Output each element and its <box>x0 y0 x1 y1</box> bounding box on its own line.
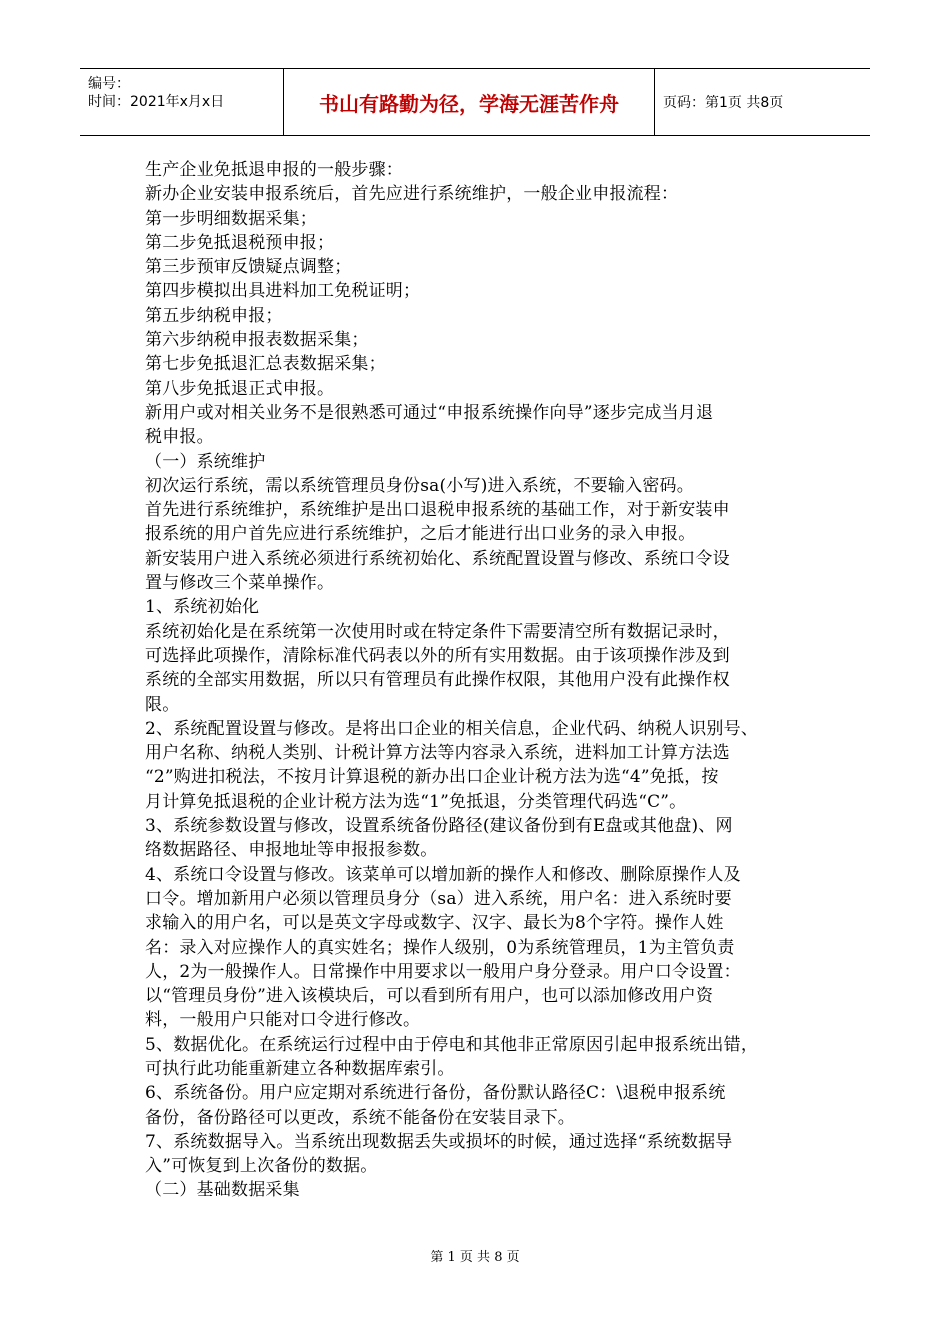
text-line: 新安装用户进入系统必须进行系统初始化、系统配置设置与修改、系统口令设 <box>145 548 730 569</box>
text-line: 置与修改三个菜单操作。 <box>145 573 335 594</box>
text-line: 络数据路径、申报地址等申报报参数。 <box>145 840 438 861</box>
text-line: 新用户或对相关业务不是很熟悉可通过“申报系统操作向导”逐步完成当月退 <box>145 402 714 423</box>
text-line: 报系统的用户首先应进行系统维护，之后才能进行出口业务的录入申报。 <box>145 524 696 545</box>
page-footer: 第 1 页 共 8 页 <box>430 1250 520 1265</box>
text-line: 第四步模拟出具进料加工免税证明； <box>145 281 421 302</box>
text-line: 可选择此项操作，清除标准代码表以外的所有实用数据。由于该项操作涉及到 <box>145 645 730 666</box>
text-line: 税申报。 <box>145 427 214 448</box>
text-line: 3、系统参数设置与修改，设置系统备份路径(建议备份到有E盘或其他盘)、网 <box>145 816 733 837</box>
number-label: 编号： <box>88 76 130 92</box>
text-line: 备份，备份路径可以更改，系统不能备份在安装目录下。 <box>145 1107 575 1128</box>
text-line: 系统的全部实用数据，所以只有管理员有此操作权限，其他用户没有此操作权 <box>145 670 730 691</box>
text-line: 口令。增加新用户必须以管理员身分（sa）进入系统，用户名：进入系统时要 <box>145 888 732 909</box>
text-line: 1、系统初始化 <box>145 597 260 618</box>
text-line: 第六步纳税申报表数据采集； <box>145 330 369 351</box>
text-line: 用户名称、纳税人类别、计税计算方法等内容录入系统，进料加工计算方法选 <box>145 743 730 764</box>
text-line: 入”可恢复到上次备份的数据。 <box>145 1156 378 1177</box>
text-line: （二）基础数据采集 <box>145 1180 300 1201</box>
text-line: 系统初始化是在系统第一次使用时或在特定条件下需要清空所有数据记录时， <box>145 621 730 642</box>
header-page-info: 页码：第1页 共8页 <box>663 95 784 111</box>
header-meta <box>80 69 283 135</box>
text-line: 4、系统口令设置与修改。该菜单可以增加新的操作人和修改、删除原操作人及 <box>145 864 741 885</box>
text-line: 5、数据优化。在系统运行过程中由于停电和其他非正常原因引起申报系统出错， <box>145 1034 759 1055</box>
text-line: 第一步明细数据采集； <box>145 208 317 229</box>
text-line: 第五步纳税申报； <box>145 305 283 326</box>
page-header <box>80 68 870 136</box>
text-line: 月计算免抵退税的企业计税方法为选“1”免抵退，分类管理代码选“C”。 <box>145 791 687 812</box>
text-line: “2”购进扣税法，不按月计算退税的新办出口企业计税方法为选“4”免抵，按 <box>145 767 719 788</box>
text-line: 求输入的用户名，可以是英文字母或数字、汉字、最长为8个字符。操作人姓 <box>145 913 724 934</box>
text-line: 第二步免抵退税预申报； <box>145 232 335 253</box>
text-line: 6、系统备份。用户应定期对系统进行备份，备份默认路径C：\退税申报系统 <box>145 1083 726 1104</box>
text-line: （一）系统维护 <box>145 451 266 472</box>
text-line: 新办企业安装申报系统后，首先应进行系统维护，一般企业申报流程： <box>145 184 679 205</box>
text-line: 第三步预审反馈疑点调整； <box>145 257 352 278</box>
text-line: 初次运行系统，需以系统管理员身份sa(小写)进入系统，不要输入密码。 <box>145 475 694 496</box>
text-line: 可执行此功能重新建立各种数据库索引。 <box>145 1058 455 1079</box>
text-line: 名：录入对应操作人的真实姓名；操作人级别，0为系统管理员，1为主管负责 <box>145 937 735 958</box>
header-motto: 书山有路勤为径，学海无涯苦作舟 <box>283 69 655 135</box>
text-line: 第七步免抵退汇总表数据采集； <box>145 354 386 375</box>
time-label: 时间：2021年x月x日 <box>88 94 225 110</box>
text-line: 以“管理员身份”进入该模块后，可以看到所有用户，也可以添加修改用户资 <box>145 986 714 1007</box>
text-line: 生产企业免抵退申报的一般步骤： <box>145 160 403 180</box>
text-line: 2、系统配置设置与修改。是将出口企业的相关信息，企业代码、纳税人识别号、 <box>145 718 759 739</box>
text-line: 首先进行系统维护，系统维护是出口退税申报系统的基础工作，对于新安装申 <box>145 500 730 521</box>
document-body <box>145 158 825 1203</box>
text-line: 第八步免抵退正式申报。 <box>145 378 335 399</box>
text-line: 限。 <box>145 694 180 715</box>
text-line: 人，2为一般操作人。日常操作中用要求以一般用户身分登录。用户口令设置： <box>145 961 741 982</box>
text-line: 7、系统数据导入。当系统出现数据丢失或损坏的时候，通过选择“系统数据导 <box>145 1131 733 1152</box>
text-line: 料，一般用户只能对口令进行修改。 <box>145 1010 421 1031</box>
